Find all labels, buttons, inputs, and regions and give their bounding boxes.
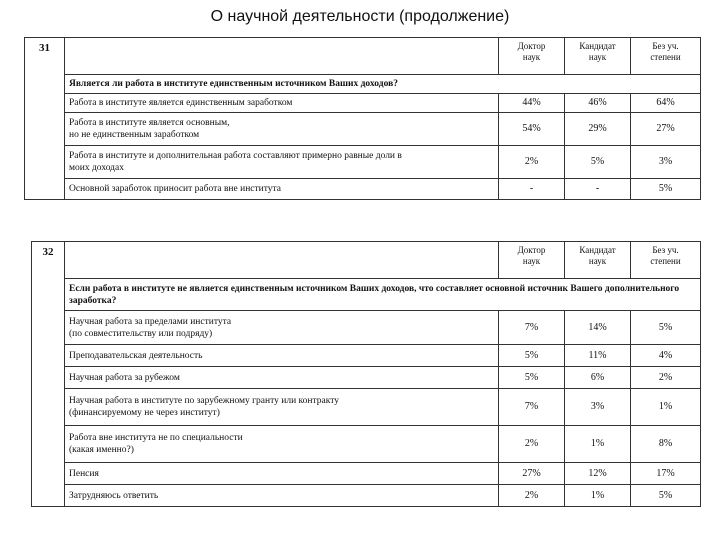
answer-label: Научная работа за рубежом [65, 367, 499, 389]
table-row [25, 94, 701, 113]
value-candidate: 3% [565, 389, 631, 426]
value-candidate: 5% [565, 146, 631, 179]
value-candidate: 1% [565, 426, 631, 463]
value-doctor: 2% [499, 146, 565, 179]
answer-label: Преподавательская деятельность [65, 345, 499, 367]
value-no-degree: 5% [631, 311, 701, 345]
answer-label: Работа в институте является единственным заработком [65, 94, 499, 113]
value-doctor: 44% [499, 94, 565, 113]
answer-label: Основной заработок приносит работа вне института [65, 179, 499, 200]
value-doctor: - [499, 179, 565, 200]
answer-label: Работа в институте и дополнительная работа составляют примерно равные доли в моих доходах [65, 146, 499, 179]
answer-label: Научная работа за пределами института (по совместительству или подряду) [65, 311, 499, 345]
value-doctor: 54% [499, 113, 565, 146]
value-candidate: 29% [565, 113, 631, 146]
value-candidate: 12% [565, 463, 631, 485]
value-no-degree: 27% [631, 113, 701, 146]
question-text: Является ли работа в институте единственным источником Ваших доходов? [65, 75, 701, 94]
survey-table-32 [31, 241, 701, 507]
value-no-degree: 8% [631, 426, 701, 463]
column-header-no-degree: Без уч. степени [631, 38, 701, 75]
header-blank-cell [65, 38, 499, 75]
answer-label: Работа вне института не по специальности (какая именно?) [65, 426, 499, 463]
value-doctor: 7% [499, 311, 565, 345]
page-title: О научной деятельности (продолжение) [210, 8, 510, 25]
value-candidate: 1% [565, 485, 631, 507]
table-row [32, 426, 701, 463]
table-row [32, 367, 701, 389]
header-blank-cell [65, 242, 499, 279]
table-row [25, 179, 701, 200]
value-candidate: 11% [565, 345, 631, 367]
table-row [32, 311, 701, 345]
value-no-degree: 5% [631, 179, 701, 200]
value-candidate: - [565, 179, 631, 200]
question-number: 32 [32, 242, 65, 507]
value-no-degree: 17% [631, 463, 701, 485]
table-row [32, 389, 701, 426]
value-no-degree: 64% [631, 94, 701, 113]
value-no-degree: 4% [631, 345, 701, 367]
value-doctor: 2% [499, 426, 565, 463]
value-candidate: 6% [565, 367, 631, 389]
value-doctor: 2% [499, 485, 565, 507]
value-doctor: 5% [499, 345, 565, 367]
answer-label: Научная работа в институте по зарубежному гранту или контракту (финансируемому не через институт) [65, 389, 499, 426]
question-number: 31 [25, 38, 65, 200]
table-row [25, 146, 701, 179]
column-header-candidate: Кандидат наук [565, 38, 631, 75]
column-header-no-degree: Без уч. степени [631, 242, 701, 279]
table-row [32, 345, 701, 367]
value-candidate: 46% [565, 94, 631, 113]
column-header-doctor: Доктор наук [499, 38, 565, 75]
value-no-degree: 1% [631, 389, 701, 426]
value-candidate: 14% [565, 311, 631, 345]
column-header-doctor: Доктор наук [499, 242, 565, 279]
answer-label: Затрудняюсь ответить [65, 485, 499, 507]
survey-table-31 [24, 37, 701, 200]
table-row [32, 485, 701, 507]
value-doctor: 7% [499, 389, 565, 426]
value-doctor: 5% [499, 367, 565, 389]
value-doctor: 27% [499, 463, 565, 485]
table-row [25, 113, 701, 146]
column-header-candidate: Кандидат наук [565, 242, 631, 279]
value-no-degree: 3% [631, 146, 701, 179]
table-row [32, 463, 701, 485]
answer-label: Работа в институте является основным, но не единственным заработком [65, 113, 499, 146]
value-no-degree: 5% [631, 485, 701, 507]
question-text: Если работа в институте не является единственным источником Ваших доходов, что составляет основной источник Вашего дополнительного заработка? [65, 279, 701, 311]
value-no-degree: 2% [631, 367, 701, 389]
answer-label: Пенсия [65, 463, 499, 485]
